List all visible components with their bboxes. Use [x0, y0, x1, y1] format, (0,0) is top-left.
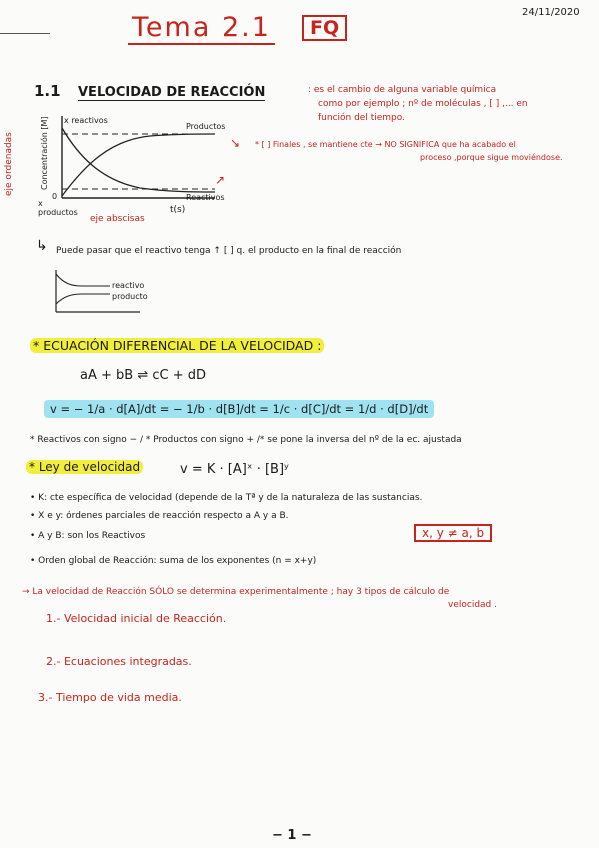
- productos-start-label: x productos: [38, 199, 78, 217]
- rate-equation: v = − 1/a · d[A]/dt = − 1/b · d[B]/dt = 1/c · d[C]/dt = 1/d · d[D]/dt: [44, 400, 434, 418]
- bullet-orders: • X e y: órdenes parciales de reacción respecto a A y a B.: [30, 511, 289, 521]
- rate-law: v = K · [A]ˣ · [B]ʸ: [180, 462, 289, 477]
- arrow-icon: ↘: [230, 136, 241, 150]
- method-3: 3.- Tiempo de vida media.: [38, 691, 182, 704]
- section-heading-velocidad: VELOCIDAD DE REACCIÓN: [78, 85, 266, 100]
- reactivos-start-label: x reactivos: [64, 116, 108, 125]
- experimental-note-line-1: → La velocidad de Reacción SÓLO se determina experimentalmente ; hay 3 tipos de cálculo de: [22, 587, 450, 597]
- y-axis-label: Concentración [M]: [40, 116, 49, 190]
- graph-note-line-1: * [ ] Finales , se mantiene cte → NO SIGNIFICA que ha acabado el: [255, 140, 516, 149]
- method-1: 1.- Velocidad inicial de Reacción.: [46, 612, 227, 625]
- reactivos-curve-label: Reactivos: [186, 193, 225, 202]
- section-heading-ecuacion-diferencial: * ECUACIÓN DIFERENCIAL DE LA VELOCIDAD :: [30, 338, 324, 353]
- experimental-note-line-2: velocidad .: [448, 600, 497, 610]
- bullet-reactants: • A y B: son los Reactivos: [30, 531, 146, 541]
- section-number: 1.1: [34, 82, 61, 100]
- signs-note: * Reactivos con signo − / * Productos con signo + /* se pone la inversa del nº de la ec. ajustada: [30, 435, 462, 445]
- method-2: 2.- Ecuaciones integradas.: [46, 655, 192, 668]
- arrow-icon: ↗: [215, 173, 226, 187]
- x-axis-side-label: eje abscisas: [90, 214, 145, 224]
- date: 24/11/2020: [522, 7, 580, 18]
- bullet-k: • K: cte específica de velocidad (depende de la Tª y de la naturaleza de las sustancias.: [30, 493, 423, 503]
- definition-line-2: como por ejemplo ; nº de moléculas , [ ] ,... en: [318, 99, 528, 109]
- page-title: Tema 2.1: [128, 12, 275, 45]
- arrow-icon: ↳: [36, 238, 48, 254]
- productos-curve-label: Productos: [186, 122, 226, 131]
- definition-line-3: función del tiempo.: [318, 113, 405, 123]
- page-number: − 1 −: [272, 828, 312, 843]
- header-rule: [0, 33, 50, 34]
- graph2-producto-label: producto: [112, 292, 148, 301]
- subject-box: FQ: [302, 15, 347, 41]
- definition-line-1: : es el cambio de alguna variable química: [308, 85, 497, 95]
- x-axis-label: t(s): [170, 205, 186, 215]
- note-reactive-higher: Puede pasar que el reactivo tenga ↑ [ ] q. el producto en la final de reacción: [56, 246, 402, 256]
- y-axis-side-label: eje ordenadas: [4, 132, 14, 196]
- graph2-reactivo-label: reactivo: [112, 281, 145, 290]
- reaction-equation: aA + bB ⇌ cC + dD: [80, 368, 206, 383]
- exponents-note-box: x, y ≠ a, b: [414, 524, 492, 542]
- bullet-global-order: • Orden global de Reacción: suma de los exponentes (n = x+y): [30, 556, 317, 566]
- origin-label: 0: [52, 192, 58, 201]
- section-heading-ley-velocidad: * Ley de velocidad: [26, 460, 143, 474]
- graph-note-line-2: proceso ,porque sigue moviéndose.: [420, 153, 563, 162]
